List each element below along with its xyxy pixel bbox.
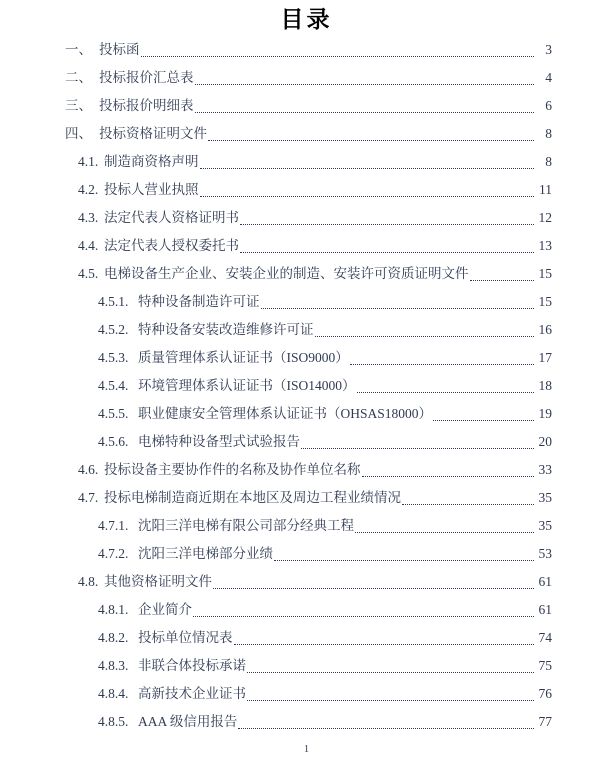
- toc-entry[interactable]: [0, 232, 613, 260]
- dotted-leader: [200, 176, 535, 204]
- toc-entry-number: 一、: [65, 42, 92, 57]
- toc-entry-title: 投标报价明细表: [99, 98, 194, 113]
- toc-entry-page-number: 8: [545, 154, 552, 169]
- dotted-leader: [301, 428, 534, 456]
- toc-entry-title: 非联合体投标承诺: [138, 658, 246, 673]
- toc-entry-title: 投标设备主要协作件的名称及协作单位名称: [104, 462, 361, 477]
- toc-entry-page-number: 18: [538, 378, 552, 393]
- toc-entry[interactable]: [0, 344, 613, 372]
- toc-entry-number: 三、: [65, 98, 92, 113]
- dotted-leader: [240, 204, 534, 232]
- toc-entry[interactable]: [0, 512, 613, 540]
- dotted-leader: [274, 540, 534, 568]
- dotted-leader: [141, 36, 535, 64]
- toc-entry-page-number: 4: [545, 70, 552, 85]
- toc-entry-page-number: 61: [538, 574, 552, 589]
- toc-entry[interactable]: [0, 708, 613, 736]
- dotted-leader: [402, 484, 534, 512]
- dotted-leader: [193, 596, 534, 624]
- toc-entry[interactable]: [0, 204, 613, 232]
- toc-entry-title: 其他资格证明文件: [104, 574, 212, 589]
- toc-entry[interactable]: [0, 680, 613, 708]
- toc-entry-title: 投标单位情况表: [138, 630, 233, 645]
- toc-entry[interactable]: [0, 456, 613, 484]
- toc-entry-title: 特种设备制造许可证: [138, 294, 260, 309]
- toc-entry[interactable]: [0, 596, 613, 624]
- toc-entry-title: 沈阳三洋电梯部分业绩: [138, 546, 273, 561]
- toc-entry[interactable]: [0, 36, 613, 64]
- dotted-leader: [240, 232, 534, 260]
- toc-entry-title: 质量管理体系认证证书（ISO9000）: [138, 350, 349, 365]
- toc-entry-number: 4.5.4.: [98, 378, 129, 393]
- dotted-leader: [357, 372, 534, 400]
- dotted-leader: [234, 624, 535, 652]
- toc-entry-page-number: 8: [545, 126, 552, 141]
- toc-entry-page-number: 15: [538, 294, 552, 309]
- toc-entry[interactable]: [0, 64, 613, 92]
- toc-entry-title: 职业健康安全管理体系认证证书（OHSAS18000）: [138, 406, 433, 421]
- toc-entry-page-number: 35: [538, 518, 552, 533]
- dotted-leader: [208, 120, 534, 148]
- toc-entry-title: 企业简介: [138, 602, 192, 617]
- toc-entry-page-number: 20: [538, 434, 552, 449]
- toc-entry-title: 投标人营业执照: [104, 182, 199, 197]
- dotted-leader: [470, 260, 535, 288]
- toc-entry-page-number: 53: [538, 546, 552, 561]
- dotted-leader: [355, 512, 534, 540]
- toc-entry[interactable]: [0, 624, 613, 652]
- toc-entry[interactable]: [0, 176, 613, 204]
- dotted-leader: [247, 652, 534, 680]
- toc-entry[interactable]: [0, 288, 613, 316]
- toc-entry-number: 4.8.5.: [98, 714, 129, 729]
- toc-entry-number: 4.5.6.: [98, 434, 129, 449]
- toc-entry[interactable]: [0, 148, 613, 176]
- toc-entry-number: 4.5.3.: [98, 350, 129, 365]
- dotted-leader: [261, 288, 535, 316]
- table-of-contents: [0, 36, 613, 736]
- dotted-leader: [362, 456, 535, 484]
- dotted-leader: [247, 680, 534, 708]
- toc-entry[interactable]: [0, 484, 613, 512]
- toc-entry-number: 4.5.5.: [98, 406, 129, 421]
- toc-entry[interactable]: [0, 652, 613, 680]
- toc-entry-title: 投标电梯制造商近期在本地区及周边工程业绩情况: [104, 490, 401, 505]
- toc-entry-page-number: 33: [538, 462, 552, 477]
- toc-entry-number: 4.1.: [78, 154, 99, 169]
- toc-entry[interactable]: [0, 400, 613, 428]
- toc-entry-page-number: 15: [538, 266, 552, 281]
- page-title: 目录: [280, 7, 333, 32]
- toc-entry[interactable]: [0, 92, 613, 120]
- footer-page-number: 1: [303, 744, 310, 755]
- toc-entry-number: 4.7.1.: [98, 518, 129, 533]
- toc-entry-number: 4.5.: [78, 266, 99, 281]
- toc-entry[interactable]: [0, 120, 613, 148]
- toc-entry-page-number: 13: [538, 238, 552, 253]
- toc-entry[interactable]: [0, 372, 613, 400]
- toc-entry-page-number: 6: [545, 98, 552, 113]
- toc-entry-title: 投标函: [99, 42, 140, 57]
- toc-entry-page-number: 16: [538, 322, 552, 337]
- dotted-leader: [350, 344, 534, 372]
- toc-entry-number: 4.8.4.: [98, 686, 129, 701]
- toc-entry-page-number: 74: [538, 630, 552, 645]
- toc-entry-page-number: 17: [538, 350, 552, 365]
- toc-entry-number: 4.8.1.: [98, 602, 129, 617]
- toc-entry-title: 电梯特种设备型式试验报告: [138, 434, 300, 449]
- dotted-leader: [238, 708, 534, 736]
- toc-entry[interactable]: [0, 316, 613, 344]
- dotted-leader: [433, 400, 534, 428]
- toc-entry[interactable]: [0, 428, 613, 456]
- toc-entry-page-number: 3: [545, 42, 552, 57]
- toc-entry-number: 4.3.: [78, 210, 99, 225]
- toc-entry-number: 二、: [65, 70, 92, 85]
- toc-entry-page-number: 77: [538, 714, 552, 729]
- toc-entry-title: 法定代表人授权委托书: [104, 238, 239, 253]
- dotted-leader: [195, 64, 535, 92]
- toc-entry-number: 4.6.: [78, 462, 99, 477]
- toc-entry-page-number: 11: [539, 182, 552, 197]
- toc-entry[interactable]: [0, 540, 613, 568]
- toc-entry-title: AAA 级信用报告: [138, 714, 238, 729]
- toc-entry-number: 四、: [65, 126, 92, 141]
- toc-entry-title: 特种设备安装改造维修许可证: [138, 322, 314, 337]
- toc-entry-title: 投标报价汇总表: [99, 70, 194, 85]
- document-page: [0, 5, 613, 781]
- toc-entry-number: 4.4.: [78, 238, 99, 253]
- toc-entry-title: 沈阳三洋电梯有限公司部分经典工程: [138, 518, 354, 533]
- dotted-leader: [200, 148, 535, 176]
- toc-entry-page-number: 76: [538, 686, 552, 701]
- toc-entry-title: 法定代表人资格证明书: [104, 210, 239, 225]
- toc-entry[interactable]: [0, 260, 613, 288]
- toc-entry-title: 投标资格证明文件: [99, 126, 207, 141]
- toc-entry-number: 4.8.2.: [98, 630, 129, 645]
- toc-entry-title: 环境管理体系认证证书（ISO14000）: [138, 378, 356, 393]
- toc-entry-page-number: 75: [538, 658, 552, 673]
- toc-entry-number: 4.7.: [78, 490, 99, 505]
- toc-entry-title: 电梯设备生产企业、安装企业的制造、安装许可资质证明文件: [104, 266, 469, 281]
- toc-entry-number: 4.2.: [78, 182, 99, 197]
- toc-entry-title: 制造商资格声明: [104, 154, 199, 169]
- toc-entry-page-number: 19: [538, 406, 552, 421]
- dotted-leader: [195, 92, 535, 120]
- toc-entry-number: 4.5.1.: [98, 294, 129, 309]
- dotted-leader: [213, 568, 534, 596]
- toc-entry-page-number: 61: [538, 602, 552, 617]
- toc-entry-number: 4.5.2.: [98, 322, 129, 337]
- toc-entry-number: 4.8.3.: [98, 658, 129, 673]
- toc-entry[interactable]: [0, 568, 613, 596]
- toc-entry-number: 4.7.2.: [98, 546, 129, 561]
- toc-entry-page-number: 12: [538, 210, 552, 225]
- dotted-leader: [315, 316, 535, 344]
- toc-entry-page-number: 35: [538, 490, 552, 505]
- toc-entry-number: 4.8.: [78, 574, 99, 589]
- toc-entry-title: 高新技术企业证书: [138, 686, 246, 701]
